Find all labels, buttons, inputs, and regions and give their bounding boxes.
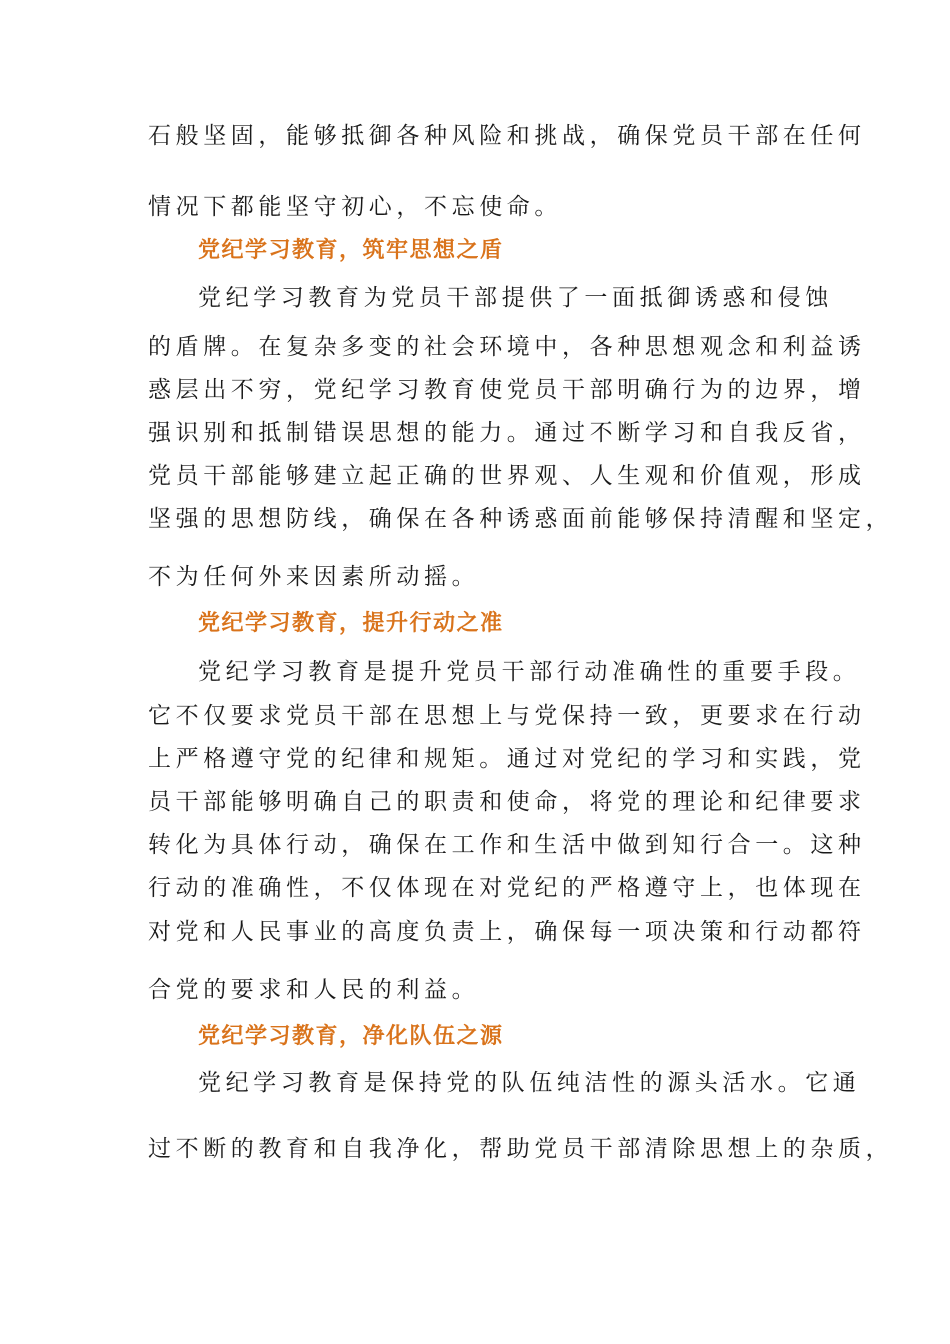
paragraph-line: 党纪学习教育是保持党的队伍纯洁性的源头活水。它通 xyxy=(198,1070,861,1096)
paragraph-line: 党员干部能够建立起正确的世界观、人生观和价值观，形成 xyxy=(148,463,866,489)
paragraph-line: 石般坚固，能够抵御各种风险和挑战，确保党员干部在任何 xyxy=(148,123,866,149)
paragraph-line: 合党的要求和人民的利益。 xyxy=(148,977,480,1003)
section-heading: 党纪学习教育，提升行动之准 xyxy=(198,611,504,636)
paragraph-line: 党纪学习教育是提升党员干部行动准确性的重要手段。 xyxy=(198,659,861,685)
paragraph-line: 它不仅要求党员干部在思想上与党保持一致，更要求在行动 xyxy=(148,703,866,729)
section-heading: 党纪学习教育，净化队伍之源 xyxy=(198,1024,504,1049)
paragraph-line: 坚强的思想防线，确保在各种诱惑面前能够保持清醒和坚定， xyxy=(148,506,894,532)
paragraph-line: 上严格遵守党的纪律和规矩。通过对党纪的学习和实践，党 xyxy=(148,746,866,772)
paragraph-line: 情况下都能坚守初心，不忘使命。 xyxy=(148,194,562,220)
paragraph-line: 转化为具体行动，确保在工作和生活中做到知行合一。这种 xyxy=(148,832,866,858)
section-heading: 党纪学习教育，筑牢思想之盾 xyxy=(198,238,504,263)
paragraph-line: 对党和人民事业的高度负责上，确保每一项决策和行动都符 xyxy=(148,919,866,945)
paragraph-line: 过不断的教育和自我净化，帮助党员干部清除思想上的杂质， xyxy=(148,1136,894,1162)
paragraph-line: 惑层出不穷，党纪学习教育使党员干部明确行为的边界，增 xyxy=(148,377,866,403)
paragraph-line: 的盾牌。在复杂多变的社会环境中，各种思想观念和利益诱 xyxy=(148,334,866,360)
paragraph-line: 党纪学习教育为党员干部提供了一面抵御诱惑和侵蚀 xyxy=(198,285,833,311)
paragraph-line: 强识别和抵制错误思想的能力。通过不断学习和自我反省， xyxy=(148,420,866,446)
paragraph-line: 行动的准确性，不仅体现在对党纪的严格遵守上，也体现在 xyxy=(148,875,866,901)
paragraph-line: 员干部能够明确自己的职责和使命，将党的理论和纪律要求 xyxy=(148,789,866,815)
paragraph-line: 不为任何外来因素所动摇。 xyxy=(148,564,480,590)
